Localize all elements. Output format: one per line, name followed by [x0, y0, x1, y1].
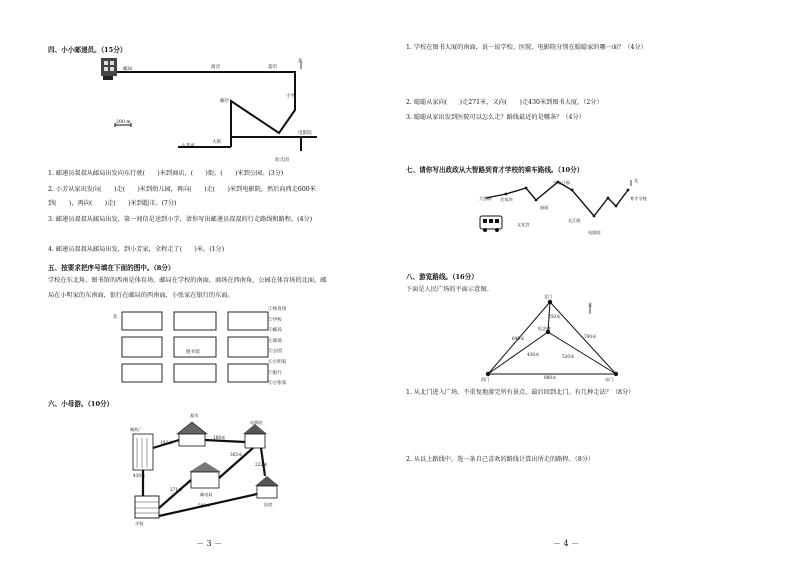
distance-label: 271米 [170, 487, 183, 492]
distance-label: 102米 [160, 440, 173, 445]
sec4-question-4: 4. 邮递员叔叔从邮局出发，到小芳家，全程走了( )米。(1分) [48, 246, 225, 253]
town-label-cinema: 电影院 [250, 420, 263, 425]
legend-item: ⑧小张家 [268, 381, 287, 387]
cinema-building-icon [245, 434, 265, 448]
plan-label-north-gate: 北门 [544, 294, 553, 299]
map-label-street: 大街 [212, 140, 222, 145]
north-arrow-label: 北 [298, 59, 303, 64]
legend-item: ③邮局 [268, 328, 282, 334]
distance-label: 188米 [213, 435, 226, 440]
supermarket-building-icon [179, 434, 205, 446]
distance-label: 500米 [198, 503, 211, 508]
distance-label: 222米 [255, 462, 268, 467]
sec8-question-2: 2. 从以上路线中，选一条自己喜欢的路线计算出所走的路程。（8分） [406, 456, 595, 463]
town-label-hospital: 医院 [264, 502, 273, 507]
hospital-building-icon [257, 486, 277, 498]
town-label-supermarket: 超市 [190, 413, 199, 418]
legend-list [268, 306, 286, 391]
plan-distance-label: 430米 [527, 352, 540, 357]
legend-item: ④商场 [268, 338, 282, 344]
legend-item: ②学校 [268, 317, 282, 323]
map-label-post: 邮局 [123, 67, 133, 72]
section-6-title: 六、小母游。（10分） [48, 400, 114, 408]
plan-label-west-gate: 西门 [481, 377, 490, 382]
route-north-label: 北 [634, 178, 639, 183]
map-label-post-office: 邮亭 [220, 99, 230, 104]
route-label-stop: 长江路 [568, 218, 581, 223]
block-grid-diagram [120, 310, 270, 384]
postman-map [95, 55, 335, 170]
page-number-left: － 3 － [196, 539, 223, 548]
map-label-shop: 商店 [211, 65, 221, 70]
route-label-stop: 中山公园 [553, 180, 570, 185]
town-label-school: 学校 [135, 521, 144, 526]
post-office-building-icon [101, 58, 117, 76]
post-building-icon [191, 472, 219, 488]
route-label-stop: 毛家坝 [500, 197, 513, 202]
legend-item: ①体育场 [268, 307, 287, 312]
factory-building-icon [133, 434, 153, 470]
section-7-title: 七、请你写出政政从大智路到育才学校的乘车路线。（10分） [406, 166, 584, 174]
route-label-stop: 丽园 [540, 205, 549, 210]
plan-label-monument: 纪念碑 [538, 326, 551, 331]
map-label-supermarket: 超市 [268, 65, 278, 70]
sec4-question-2b: 到( )，再向( )走( )米到超市。(7分) [48, 200, 177, 207]
right-question-1: 1. 学校在图书大厦的南面，说一说学校、医院、电影院分别在聪聪家的哪一面？（4分） [406, 44, 647, 51]
legend-item: ⑦银行 [268, 370, 282, 376]
plan-distance-label: 520米 [562, 354, 575, 359]
plan-distance-label: 880米 [544, 375, 557, 380]
section-8-title: 八、游览路线。（16分） [406, 273, 478, 281]
square-plan-diagram [476, 294, 626, 384]
map-label-home: 小芳家 [181, 144, 195, 149]
route-label-start: 大智路 [479, 196, 492, 201]
legend-item: ⑥小明家 [268, 359, 287, 365]
sec4-question-3: 3. 邮递员叔叔从邮局出发，第一间信是送到小学，请你写出邮递员叔叔的行走路线和路程。(4分) [48, 216, 313, 223]
town-map [115, 412, 305, 532]
school-building-icon [135, 496, 159, 518]
town-label-factory: 制药厂 [130, 427, 143, 432]
sec5-paragraph-1: 学校在东北角，图书馆的西南是体育场，邮局在学校的南面，商场在西南角，公园在体育场的北面，邮 [48, 277, 327, 284]
section-4-title: 四、小小邮递员。（15分） [48, 46, 127, 54]
sec8-intro: 下面是人民广场的平面示意图。 [406, 286, 493, 293]
route-label-stop: 电影院 [588, 230, 601, 235]
plan-distance-label: 640米 [512, 336, 525, 341]
sec4-question-2a: 2. 小芳从家出发向( )走( )米到幼儿园，再向( )走( )米到电影院，然后向西走600米 [48, 186, 316, 193]
section-5-title: 五、按要求把序号填在下面的图中。（8分） [48, 264, 175, 272]
plan-distance-label: 700米 [584, 334, 597, 339]
route-label-stop: 文化宫 [517, 222, 530, 227]
map-scale-label: 200 m [116, 120, 131, 125]
grid-north-label: 北 [113, 315, 118, 320]
plan-label-east-gate: 东门 [605, 377, 614, 382]
sec4-question-1: 1. 邮递员叔叔从邮局出发向东行驶( )米到商店，( )街，( )米到公园。(3分) [48, 170, 284, 177]
town-label-center: 邮电局 [200, 492, 213, 497]
library-label: 图书馆 [186, 350, 200, 355]
sec5-paragraph-2: 局在小明家的东南面，银行在邮局的西南面，小张家在银行的东面。 [48, 292, 234, 299]
map-label-school: 小学 [286, 94, 296, 99]
legend-item: ⑤公园 [268, 349, 282, 355]
right-question-2: 2. 聪聪从家向( )走271米，又向( )走430米到图书大厦。（2分） [406, 99, 603, 106]
map-label-kindergarten: 幼儿园 [275, 158, 289, 163]
distance-label: 430米 [133, 473, 146, 478]
plan-north-label: 北 [588, 302, 593, 307]
sec8-question-1: 1. 从北门进入广场，不重复地游完所有景点，最后回到北门。有几种走法？（8分） [406, 389, 635, 396]
page-number-right: － 4 － [553, 539, 580, 548]
plan-distance-label: 250米 [548, 314, 561, 319]
right-question-3: 3. 聪聪从家出发到医院可以怎么走？路线最近的是哪条？（4分） [406, 114, 585, 121]
distance-label: 305米 [230, 452, 243, 457]
route-label-end: 育才学校 [630, 196, 647, 201]
map-label-cinema: 电影院 [298, 131, 312, 136]
